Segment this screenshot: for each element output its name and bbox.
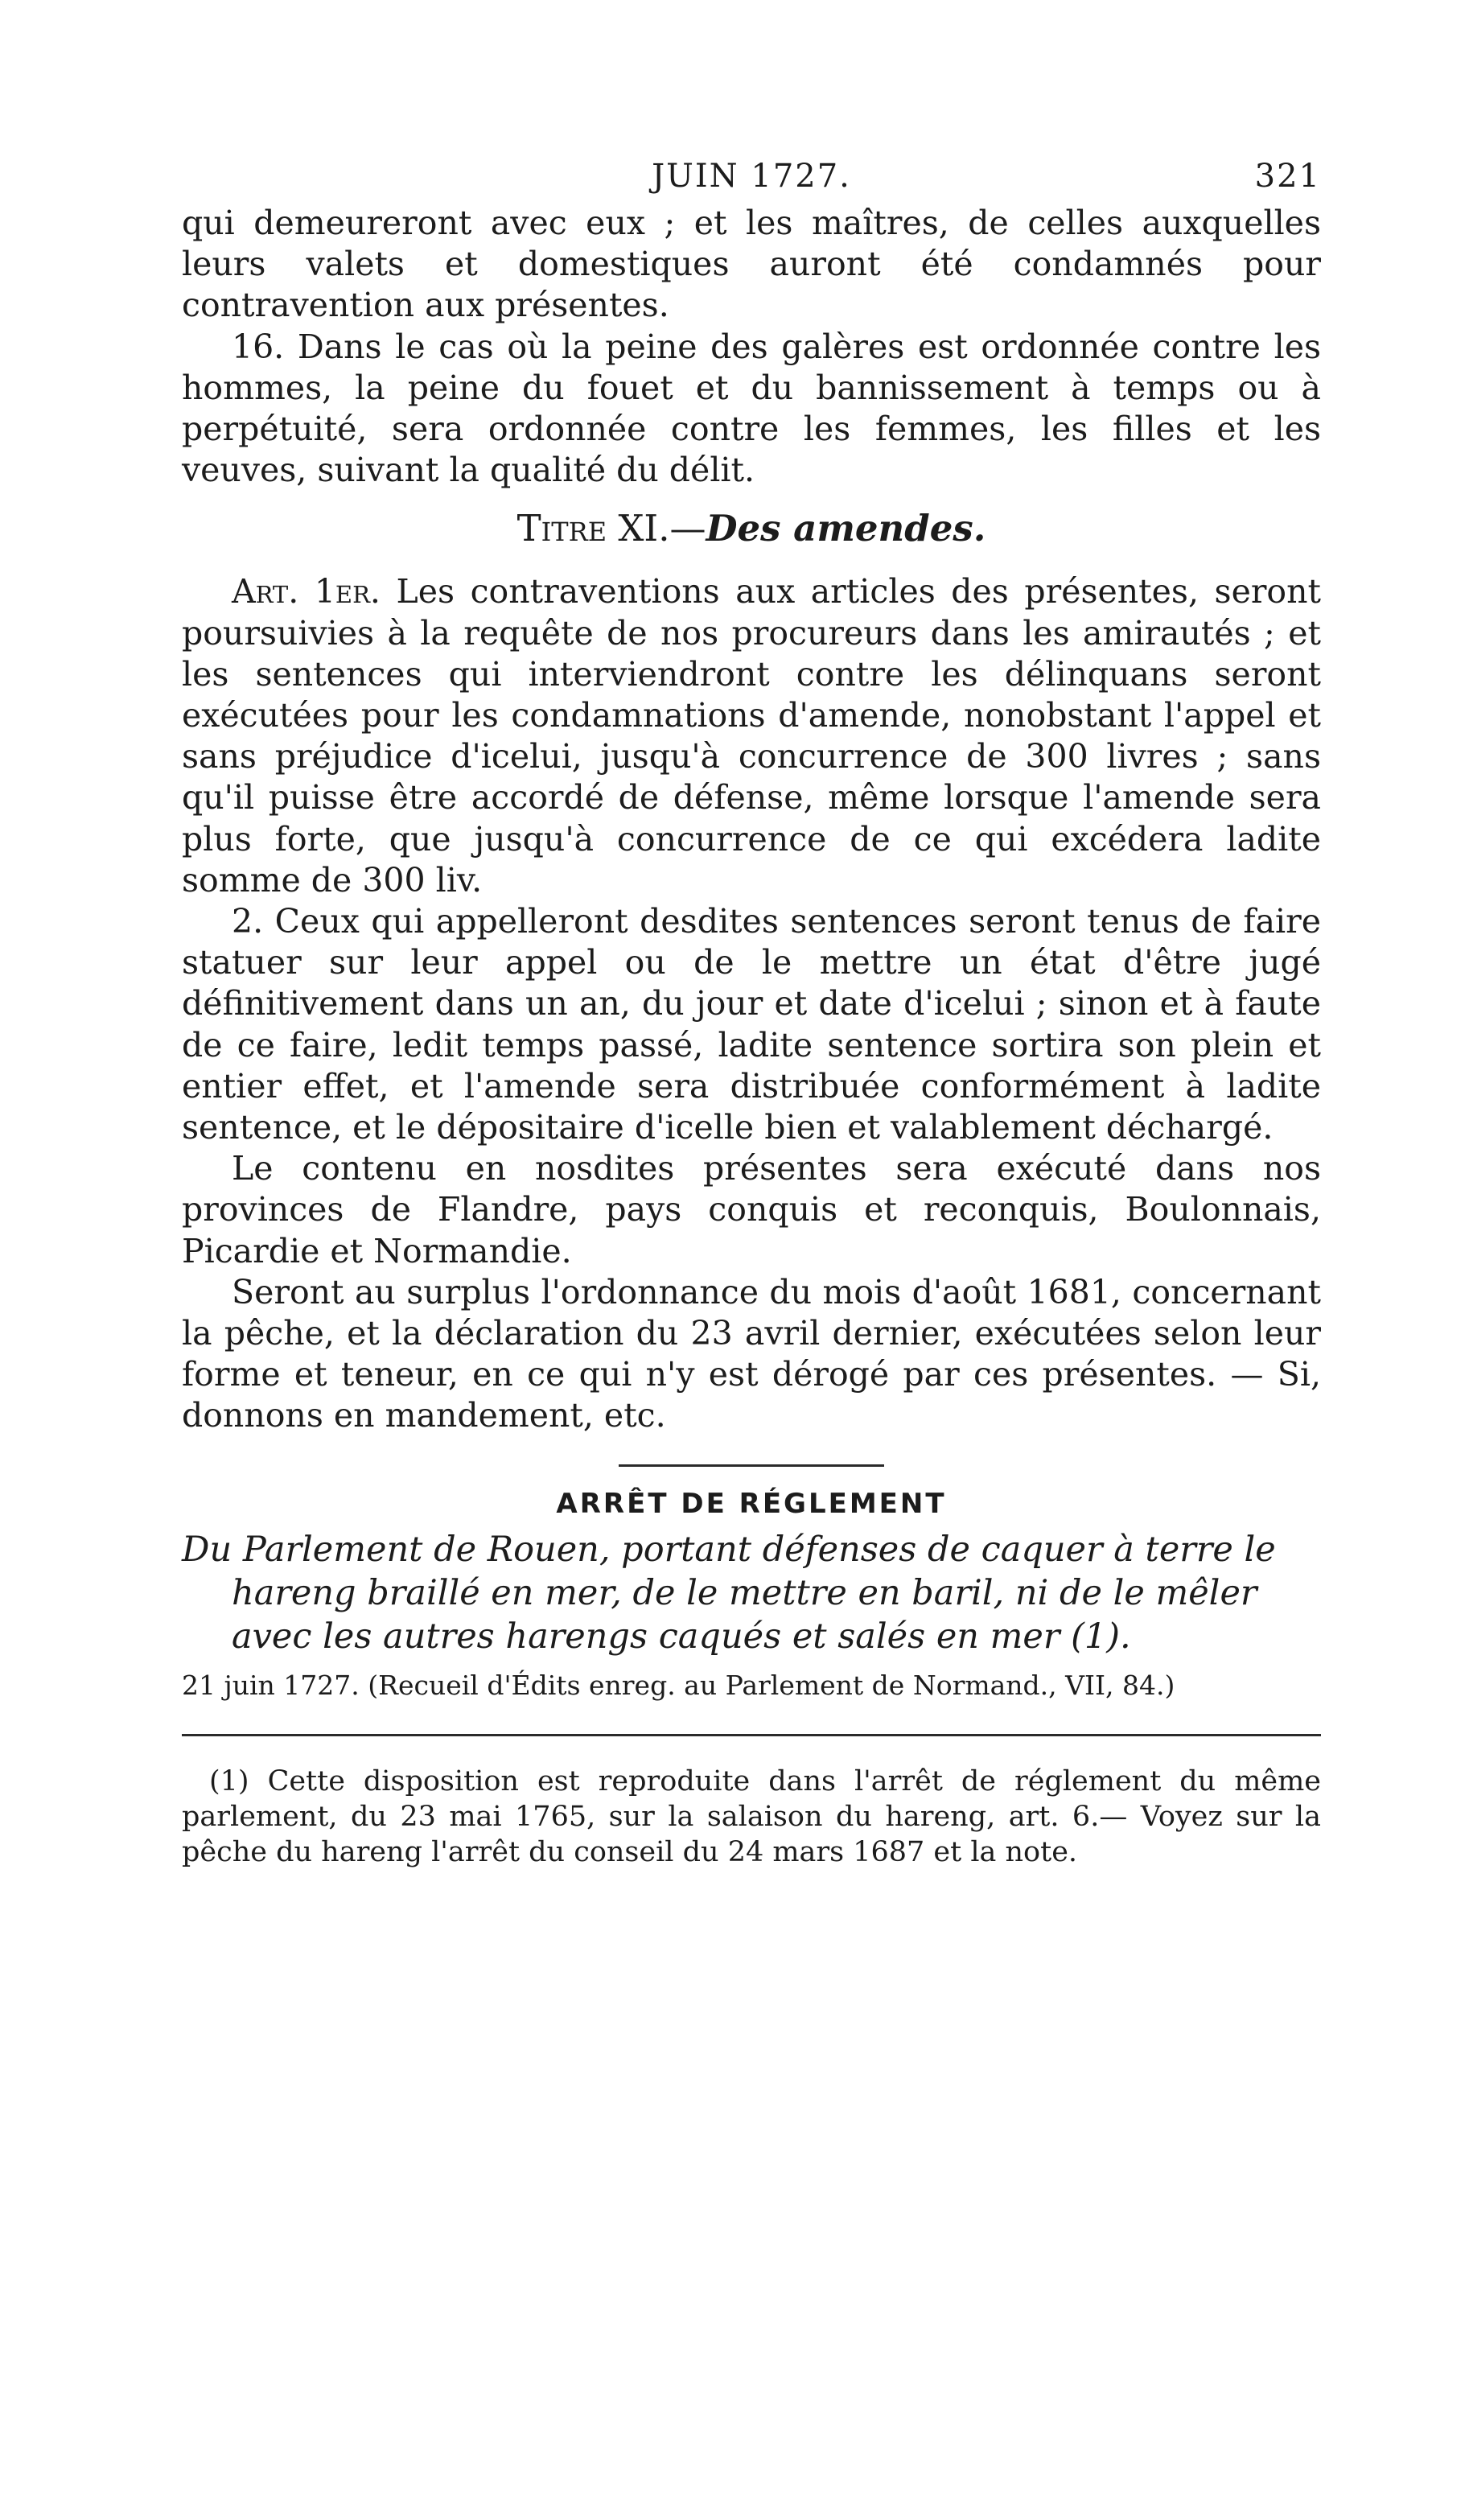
footnote-rule — [182, 1734, 1321, 1736]
paragraph-contenu: Le contenu en nosdites présentes sera exécuté dans nos provinces de Flandre, pays conquis et reconquis, Boulonnais, Picardie et Normandie. — [182, 1149, 1321, 1270]
section-heading-label: Titre XI. — [516, 507, 670, 550]
main-text — [182, 203, 1321, 1437]
section-heading — [182, 507, 1321, 550]
section-heading-dash: — — [669, 507, 706, 550]
paragraph-continuation: qui demeureront avec eux ; et les maîtres, de celles auxquelles leurs valets et domestiques auront été condamnés pour contravention aux présentes. — [182, 204, 1321, 325]
arret-subtitle: Du Parlement de Rouen, portant défenses de caquer à terre le hareng braillé en mer, de le mettre en baril, ni de le mêler avec les autres harengs caqués et salés en mer (1). — [182, 1529, 1276, 1657]
running-head — [182, 153, 1321, 203]
article-1-text: Les contraventions aux articles des présentes, seront poursuivies à la requête de nos procureurs dans les amirautés ; et les sentences qui interviendront contre les délinquans seront exécutées pour les condamnations d'amende, nonobstant l'appel et sans préjudice d'icelui, jusqu'à concurrence de 300 livres ; sans qu'il puisse être accordé de défense, même lorsque l'amende sera plus forte, que jusqu'à concurrence de ce qui excédera ladite somme de 300 liv. — [182, 572, 1321, 900]
section-divider — [619, 1464, 884, 1467]
running-head-title: JUIN 1727. — [652, 158, 851, 195]
arret-heading: ARRÊT DE RÉGLEMENT — [556, 1487, 947, 1520]
paragraph-article-1 — [182, 571, 1321, 901]
paragraph-seront: Seront au surplus l'ordonnance du mois d'août 1681, concernant la pêche, et la déclaration du 23 avril dernier, exécutées selon leur forme et teneur, en ce qui n'y est dérogé par ces présentes. — Si, donnons en mandement, etc. — [182, 1272, 1321, 1435]
book-page — [182, 153, 1321, 1870]
paragraph-article-16: 16. Dans le cas où la peine des galères est ordonnée contre les hommes, la peine du fouet et du bannissement à temps ou à perpétuité, sera ordonnée contre les femmes, les filles et les veuves, suivant la qualité du délit. — [182, 327, 1321, 490]
page-number: 321 — [1254, 158, 1321, 195]
article-1-label: Art. 1er. — [232, 572, 381, 611]
section-heading-name: Des amendes. — [706, 507, 986, 550]
footnote: (1) Cette disposition est reproduite dans l'arrêt de réglement du même parlement, du 23 mai 1765, sur la salaison du hareng, art. 6.— Voyez sur la pêche du hareng l'arrêt du conseil du 24 mars 1687 et la note. — [182, 1764, 1321, 1868]
paragraph-article-2: 2. Ceux qui appelleront desdites sentences seront tenus de faire statuer sur leur appel ou de le mettre un état d'être jugé définitivement dans un an, du jour et date d'icelui ; sinon et à faute de ce faire, ledit temps passé, ladite sentence sortira son plein et entier effet, et l'amende sera distribuée conformément à ladite sentence, et le dépositaire d'icelle bien et valablement déchargé. — [182, 902, 1321, 1147]
arret-source-line: 21 juin 1727. (Recueil d'Édits enreg. au Parlement de Normand., VII, 84.) — [182, 1669, 1175, 1701]
